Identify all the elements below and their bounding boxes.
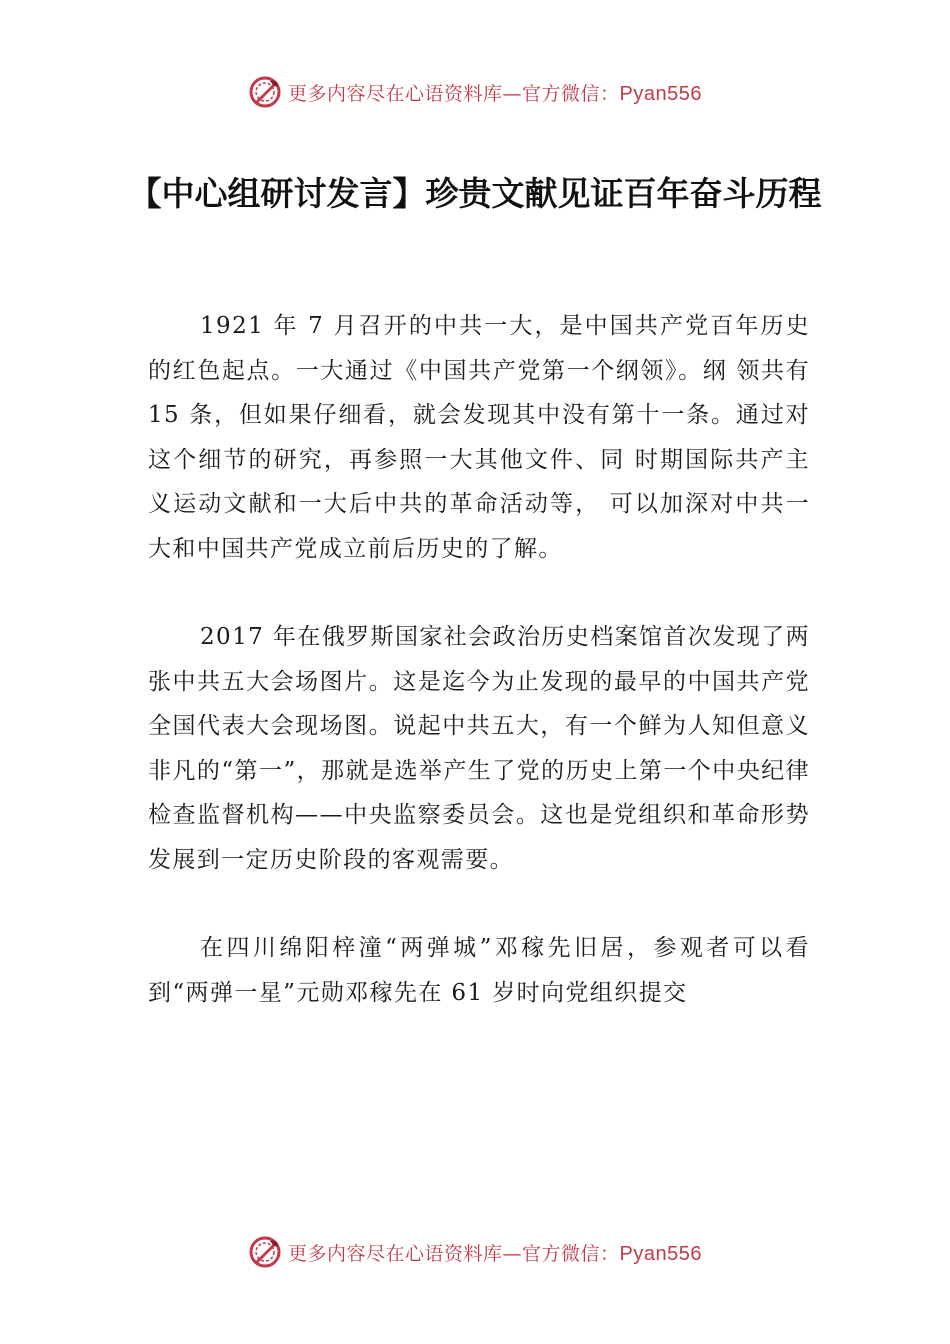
header-watermark <box>0 72 950 112</box>
document-title: 【中心组研讨发言】珍贵文献见证百年奋斗历程 <box>128 174 822 213</box>
header-wechat-id: Pyan556 <box>619 82 702 105</box>
footer-wechat-id: Pyan556 <box>619 1242 702 1265</box>
quill-seal-icon <box>248 75 282 109</box>
paragraph-1: 1921 年 7 月召开的中共一大，是中国共产党百年历史的红色起点。一大通过《中国共产党第一个纲领》。纲 领共有 15 条，但如果仔细看，就会发现其中没有第十一条。通过对这个细节的研究，再参照一大其他文件、同 时期国际共产主义运动文献和一大后中共的革命活动等， 可以加深对中共一大和中国共产党成立前后历史的了解。 <box>148 313 810 562</box>
document-body <box>148 304 810 1059</box>
paragraph-3: 在四川绵阳梓潼“两弹城”邓稼先旧居，参观者可以看到“两弹一星”元勋邓稼先在 61 岁时向党组织提交 <box>148 935 810 1006</box>
paragraph-2: 2017 年在俄罗斯国家社会政治历史档案馆首次发现了两张中共五大会场图片。这是迄今为止发现的最早的中国共产党全国代表大会现场图。说起中共五大，有一个鲜为人知但意义非凡的“第一”，那就是选举产生了党的历史上第一个中央纪律检查监督机构——中央监察委员会。这也是党组织和革命形势发展到一定历史阶段的客观需要。 <box>148 624 810 873</box>
quill-seal-icon <box>248 1235 282 1269</box>
header-watermark-text: 更多内容尽在心语资料库—官方微信：Pyan556 <box>288 82 702 105</box>
footer-watermark-text: 更多内容尽在心语资料库—官方微信：Pyan556 <box>288 1242 702 1265</box>
footer-watermark <box>0 1232 950 1272</box>
